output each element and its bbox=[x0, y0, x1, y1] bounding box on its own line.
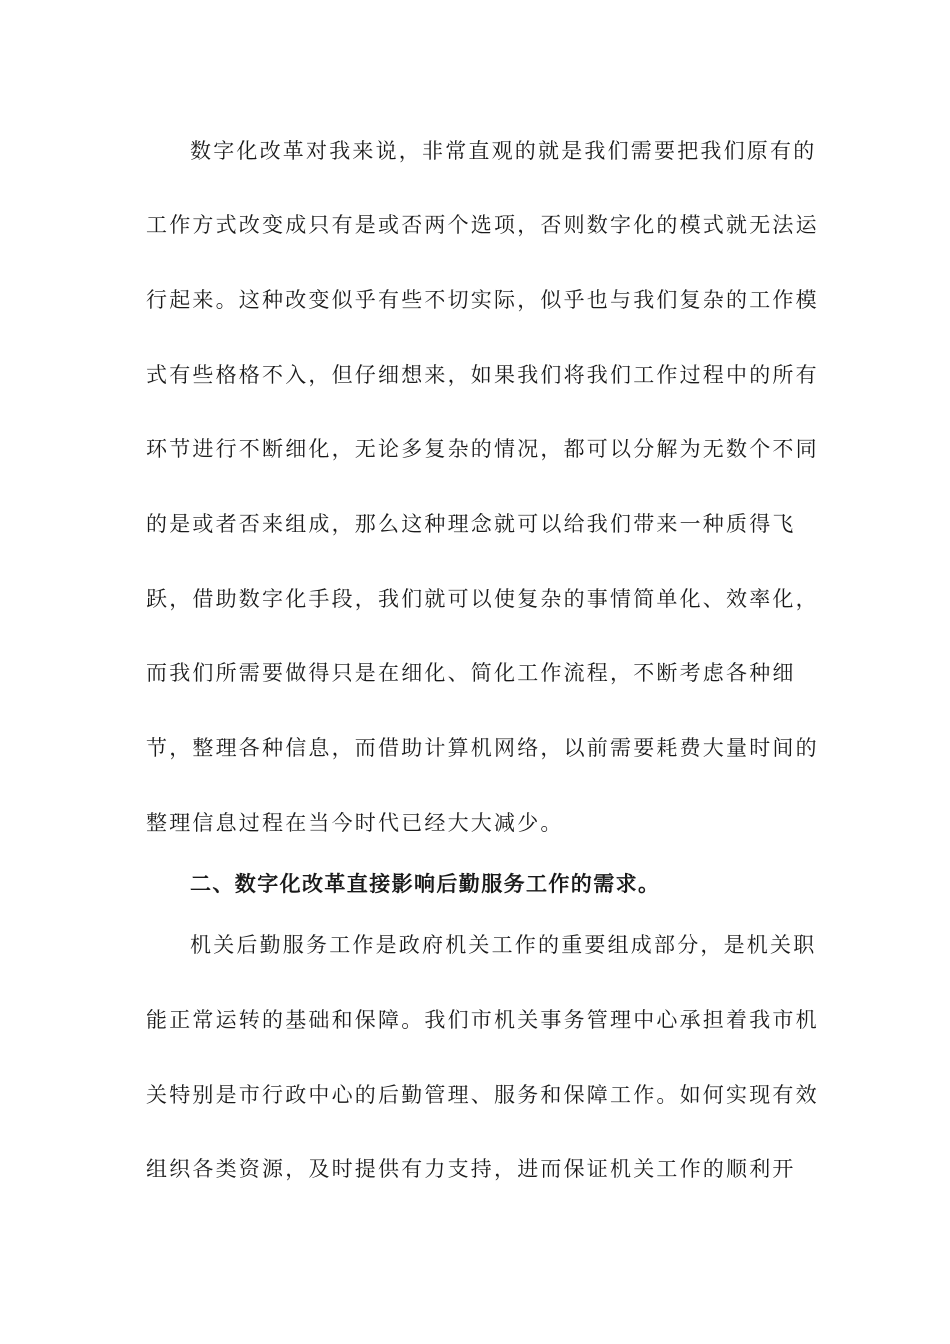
paragraph-1-line-5: 环节进行不断细化，无论多复杂的情况，都可以分解为无数个不同 bbox=[146, 437, 819, 461]
paragraph-2-line-4: 组织各类资源，及时提供有力支持，进而保证机关工作的顺利开 bbox=[146, 1157, 796, 1181]
paragraph-1-line-4: 式有些格格不入，但仔细想来，如果我们将我们工作过程中的所有 bbox=[146, 363, 819, 387]
paragraph-1-line-8: 而我们所需要做得只是在细化、简化工作流程，不断考虑各种细 bbox=[146, 661, 796, 685]
paragraph-1-line-9: 节，整理各种信息，而借助计算机网络，以前需要耗费大量时间的 bbox=[146, 736, 819, 760]
paragraph-1-line-1: 数字化改革对我来说，非常直观的就是我们需要把我们原有的 bbox=[190, 139, 817, 163]
paragraph-1-line-6: 的是或者否来组成，那么这种理念就可以给我们带来一种质得飞 bbox=[146, 512, 796, 536]
paragraph-1-line-3: 行起来。这种改变似乎有些不切实际，似乎也与我们复杂的工作模 bbox=[146, 288, 819, 312]
paragraph-1-line-10: 整理信息过程在当今时代已经大大减少。 bbox=[146, 811, 564, 835]
paragraph-2-line-3: 关特别是市行政中心的后勤管理、服务和保障工作。如何实现有效 bbox=[146, 1083, 819, 1107]
paragraph-2-line-1: 机关后勤服务工作是政府机关工作的重要组成部分，是机关职 bbox=[190, 933, 817, 957]
paragraph-2-line-2: 能正常运转的基础和保障。我们市机关事务管理中心承担着我市机 bbox=[146, 1008, 819, 1032]
paragraph-1-line-2: 工作方式改变成只有是或否两个选项，否则数字化的模式就无法运 bbox=[146, 213, 819, 237]
section-heading: 二、数字化改革直接影响后勤服务工作的需求。 bbox=[190, 872, 661, 896]
paragraph-1-line-7: 跃，借助数字化手段，我们就可以使复杂的事情简单化、效率化， bbox=[146, 587, 819, 611]
